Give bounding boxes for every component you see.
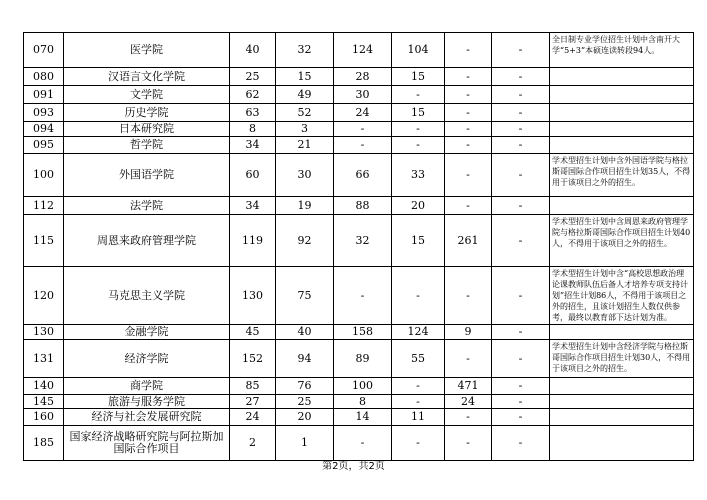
value-cell: 15 <box>392 104 445 122</box>
value-cell: 15 <box>276 68 334 86</box>
college-name-cell: 旅游与服务学院 <box>64 395 230 409</box>
value-cell: - <box>492 325 550 340</box>
college-code-cell: 140 <box>24 378 64 395</box>
value-cell: - <box>492 340 550 378</box>
college-name-cell: 经济与社会发展研究院 <box>64 409 230 426</box>
value-cell: 32 <box>276 33 334 68</box>
college-name-cell: 日本研究院 <box>64 122 230 137</box>
value-cell: 261 <box>445 215 492 267</box>
value-cell: - <box>445 409 492 426</box>
value-cell: - <box>492 137 550 154</box>
value-cell: 55 <box>392 340 445 378</box>
value-cell: - <box>492 267 550 325</box>
value-cell: 8 <box>230 122 276 137</box>
value-cell: - <box>445 426 492 461</box>
value-cell: - <box>492 154 550 197</box>
value-cell: - <box>492 395 550 409</box>
value-cell: 19 <box>276 197 334 215</box>
table-row <box>24 378 694 395</box>
value-cell: 21 <box>276 137 334 154</box>
value-cell: 45 <box>230 325 276 340</box>
remark-cell <box>550 409 694 426</box>
table-row <box>24 137 694 154</box>
college-code-cell: 091 <box>24 86 64 104</box>
value-cell: - <box>334 122 392 137</box>
value-cell: 1 <box>276 426 334 461</box>
value-cell: - <box>445 104 492 122</box>
page-footer: 第2页，共2页 <box>322 461 385 472</box>
remark-cell <box>550 378 694 395</box>
college-name-cell: 法学院 <box>64 197 230 215</box>
remark-cell: 全日制专业学位招生计划中含南开大学“5+3”本硕连读转段94人。 <box>550 33 694 68</box>
value-cell: - <box>492 122 550 137</box>
college-name-cell: 马克思主义学院 <box>64 267 230 325</box>
remark-cell <box>550 325 694 340</box>
table-row <box>24 426 694 461</box>
value-cell: - <box>392 426 445 461</box>
value-cell: - <box>492 409 550 426</box>
value-cell: 24 <box>230 409 276 426</box>
table-row <box>24 409 694 426</box>
value-cell: 8 <box>334 395 392 409</box>
value-cell: 30 <box>276 154 334 197</box>
value-cell: 34 <box>230 137 276 154</box>
remark-cell <box>550 137 694 154</box>
table-row <box>24 215 694 267</box>
table-row <box>24 395 694 409</box>
value-cell: 40 <box>230 33 276 68</box>
college-code-cell: 095 <box>24 137 64 154</box>
value-cell: - <box>445 68 492 86</box>
value-cell: 124 <box>334 33 392 68</box>
value-cell: 104 <box>392 33 445 68</box>
table-row <box>24 267 694 325</box>
value-cell: - <box>445 137 492 154</box>
remark-cell <box>550 197 694 215</box>
value-cell: 15 <box>392 215 445 267</box>
remark-cell: 学术型招生计划中含外国语学院与格拉斯哥国际合作项目招生计划35人，不得用于该项目之外的招生。 <box>550 154 694 197</box>
value-cell: 75 <box>276 267 334 325</box>
remark-cell: 学术型招生计划中含周恩来政府管理学院与格拉斯哥国际合作项目招生计划40人，不得用于该项目之外的招生。 <box>550 215 694 267</box>
value-cell: 92 <box>276 215 334 267</box>
remark-cell <box>550 395 694 409</box>
table-row <box>24 154 694 197</box>
college-code-cell: 115 <box>24 215 64 267</box>
college-code-cell: 112 <box>24 197 64 215</box>
remark-cell <box>550 122 694 137</box>
value-cell: 76 <box>276 378 334 395</box>
value-cell: - <box>445 267 492 325</box>
college-code-cell: 080 <box>24 68 64 86</box>
college-code-cell: 120 <box>24 267 64 325</box>
college-name-cell: 历史学院 <box>64 104 230 122</box>
college-name-cell: 医学院 <box>64 33 230 68</box>
college-name-cell: 文学院 <box>64 86 230 104</box>
value-cell: 63 <box>230 104 276 122</box>
college-code-cell: 145 <box>24 395 64 409</box>
college-code-cell: 094 <box>24 122 64 137</box>
value-cell: - <box>445 86 492 104</box>
value-cell: 20 <box>392 197 445 215</box>
value-cell: - <box>492 104 550 122</box>
college-name-cell: 周恩来政府管理学院 <box>64 215 230 267</box>
value-cell: 130 <box>230 267 276 325</box>
college-code-cell: 100 <box>24 154 64 197</box>
value-cell: 88 <box>334 197 392 215</box>
value-cell: 40 <box>276 325 334 340</box>
value-cell: - <box>492 33 550 68</box>
value-cell: - <box>445 197 492 215</box>
value-cell: 15 <box>392 68 445 86</box>
value-cell: 14 <box>334 409 392 426</box>
table-row <box>24 33 694 68</box>
table-row <box>24 104 694 122</box>
value-cell: - <box>334 137 392 154</box>
college-name-cell: 金融学院 <box>64 325 230 340</box>
value-cell: 32 <box>334 215 392 267</box>
college-code-cell: 185 <box>24 426 64 461</box>
table-row <box>24 340 694 378</box>
value-cell: 89 <box>334 340 392 378</box>
value-cell: - <box>492 215 550 267</box>
college-code-cell: 131 <box>24 340 64 378</box>
college-name-cell: 哲学院 <box>64 137 230 154</box>
value-cell: 94 <box>276 340 334 378</box>
value-cell: - <box>445 33 492 68</box>
remark-cell <box>550 86 694 104</box>
college-name-cell: 国家经济战略研究院与阿拉斯加国际合作项目 <box>64 426 230 461</box>
remark-cell <box>550 426 694 461</box>
remark-cell <box>550 68 694 86</box>
table-row <box>24 197 694 215</box>
college-code-cell: 070 <box>24 33 64 68</box>
value-cell: 66 <box>334 154 392 197</box>
value-cell: 33 <box>392 154 445 197</box>
value-cell: - <box>392 86 445 104</box>
value-cell: - <box>445 122 492 137</box>
remark-cell: 学术型招生计划中含“高校思想政治理论课教师队伍后备人才培养专项支持计划”招生计划86人，不得用于该项目之外的招生，且该计划招生人数仅供参考，最终以教育部下达计划为准。 <box>550 267 694 325</box>
value-cell: 85 <box>230 378 276 395</box>
college-name-cell: 经济学院 <box>64 340 230 378</box>
value-cell: 34 <box>230 197 276 215</box>
value-cell: 27 <box>230 395 276 409</box>
college-name-cell: 外国语学院 <box>64 154 230 197</box>
value-cell: 62 <box>230 86 276 104</box>
table-row <box>24 325 694 340</box>
table-row <box>24 68 694 86</box>
value-cell: 52 <box>276 104 334 122</box>
value-cell: 100 <box>334 378 392 395</box>
value-cell: - <box>392 395 445 409</box>
table-row <box>24 122 694 137</box>
value-cell: 30 <box>334 86 392 104</box>
value-cell: 2 <box>230 426 276 461</box>
value-cell: 60 <box>230 154 276 197</box>
enrollment-plan-table <box>23 32 694 461</box>
value-cell: - <box>392 137 445 154</box>
value-cell: - <box>492 86 550 104</box>
remark-cell <box>550 104 694 122</box>
college-code-cell: 160 <box>24 409 64 426</box>
value-cell: - <box>492 68 550 86</box>
value-cell: 25 <box>230 68 276 86</box>
value-cell: 25 <box>276 395 334 409</box>
value-cell: 28 <box>334 68 392 86</box>
remark-cell: 学术型招生计划中含经济学院与格拉斯哥国际合作项目招生计划30人，不得用于该项目之外的招生。 <box>550 340 694 378</box>
college-name-cell: 商学院 <box>64 378 230 395</box>
college-code-cell: 093 <box>24 104 64 122</box>
value-cell: - <box>445 154 492 197</box>
value-cell: - <box>492 426 550 461</box>
value-cell: - <box>392 122 445 137</box>
value-cell: 152 <box>230 340 276 378</box>
value-cell: 49 <box>276 86 334 104</box>
value-cell: 20 <box>276 409 334 426</box>
value-cell: 3 <box>276 122 334 137</box>
table-row <box>24 86 694 104</box>
value-cell: 124 <box>392 325 445 340</box>
value-cell: 158 <box>334 325 392 340</box>
value-cell: - <box>392 378 445 395</box>
value-cell: - <box>392 267 445 325</box>
value-cell: 471 <box>445 378 492 395</box>
value-cell: - <box>445 340 492 378</box>
value-cell: - <box>334 426 392 461</box>
value-cell: 24 <box>334 104 392 122</box>
value-cell: 11 <box>392 409 445 426</box>
value-cell: - <box>492 197 550 215</box>
value-cell: 9 <box>445 325 492 340</box>
value-cell: - <box>334 267 392 325</box>
college-code-cell: 130 <box>24 325 64 340</box>
value-cell: 24 <box>445 395 492 409</box>
value-cell: 119 <box>230 215 276 267</box>
value-cell: - <box>492 378 550 395</box>
college-name-cell: 汉语言文化学院 <box>64 68 230 86</box>
